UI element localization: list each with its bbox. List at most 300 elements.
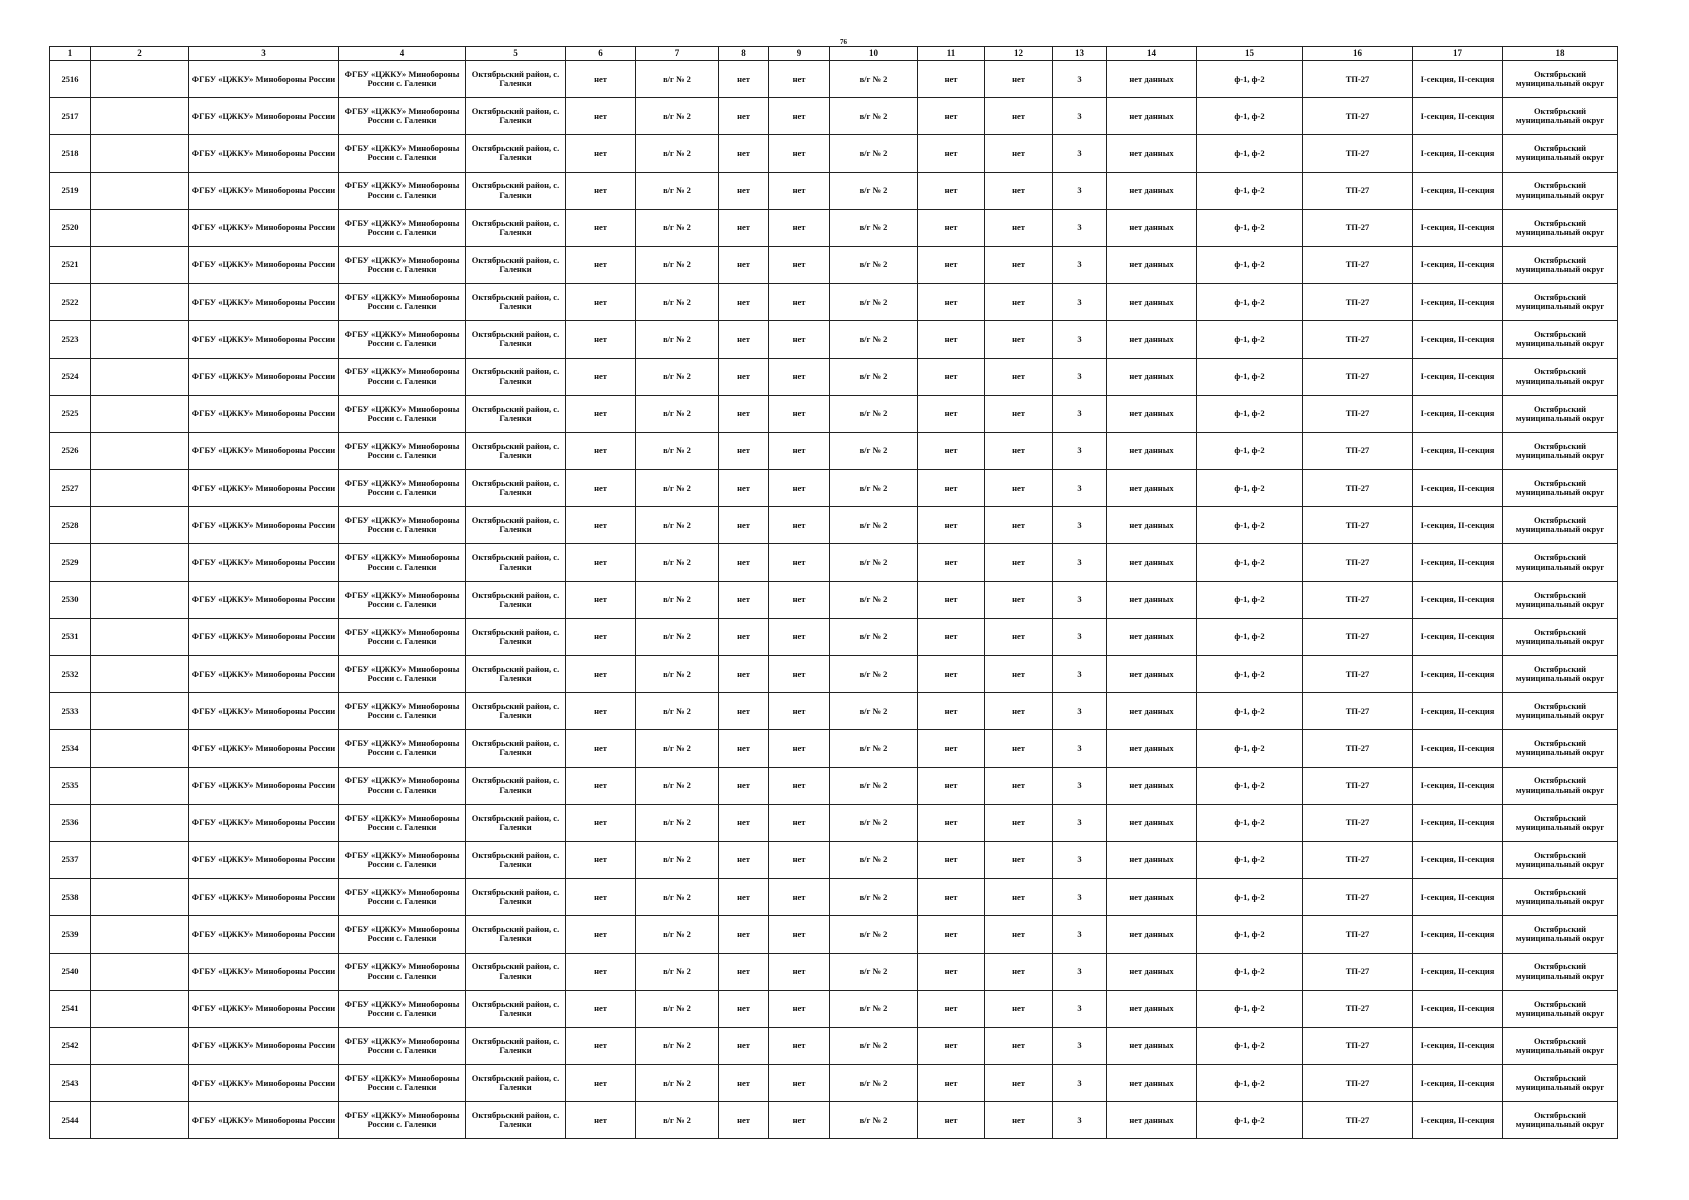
substation-cell: ТП-27 — [1303, 172, 1413, 209]
col11-cell: нет — [918, 172, 985, 209]
col12-cell: нет — [985, 1065, 1053, 1102]
location-cell: Октябрьский район, с. Галенки — [466, 432, 566, 469]
table-row — [50, 470, 1618, 507]
col11-cell: нет — [918, 1027, 985, 1064]
owner-cell: ФГБУ «ЦЖКУ» Минобороны России — [189, 693, 339, 730]
feeder-cell: ф-1, ф-2 — [1197, 581, 1303, 618]
row-number: 2529 — [50, 544, 91, 581]
category-cell: 3 — [1053, 916, 1107, 953]
col11-cell: нет — [918, 395, 985, 432]
substation-cell: ТП-27 — [1303, 1102, 1413, 1139]
object-cell: в/г № 2 — [636, 544, 719, 581]
category-cell: 3 — [1053, 841, 1107, 878]
owner-blank — [91, 246, 189, 283]
col6-cell: нет — [566, 284, 636, 321]
col9-cell: нет — [769, 730, 830, 767]
col8-cell: нет — [719, 953, 769, 990]
table-row — [50, 98, 1618, 135]
col11-cell: нет — [918, 581, 985, 618]
owner-cell: ФГБУ «ЦЖКУ» Минобороны России — [189, 656, 339, 693]
operator-cell: ФГБУ «ЦЖКУ» Минобороны России с. Галенки — [339, 135, 466, 172]
owner-blank — [91, 1027, 189, 1064]
object2-cell: в/г № 2 — [830, 767, 918, 804]
col6-cell: нет — [566, 1102, 636, 1139]
object2-cell: в/г № 2 — [830, 544, 918, 581]
col6-cell: нет — [566, 916, 636, 953]
col12-cell: нет — [985, 953, 1053, 990]
status-cell: нет данных — [1107, 1102, 1197, 1139]
section-cell: I-секция, II-секция — [1413, 135, 1503, 172]
owner-cell: ФГБУ «ЦЖКУ» Минобороны России — [189, 879, 339, 916]
district-cell: Октябрьский муниципальный округ — [1503, 61, 1618, 98]
table-row — [50, 767, 1618, 804]
district-cell: Октябрьский муниципальный округ — [1503, 98, 1618, 135]
col6-cell: нет — [566, 61, 636, 98]
substation-cell: ТП-27 — [1303, 767, 1413, 804]
section-cell: I-секция, II-секция — [1413, 209, 1503, 246]
substation-cell: ТП-27 — [1303, 209, 1413, 246]
district-cell: Октябрьский муниципальный округ — [1503, 841, 1618, 878]
owner-cell: ФГБУ «ЦЖКУ» Минобороны России — [189, 581, 339, 618]
table-row — [50, 395, 1618, 432]
location-cell: Октябрьский район, с. Галенки — [466, 246, 566, 283]
col6-cell: нет — [566, 1027, 636, 1064]
operator-cell: ФГБУ «ЦЖКУ» Минобороны России с. Галенки — [339, 953, 466, 990]
category-cell: 3 — [1053, 1102, 1107, 1139]
row-number: 2532 — [50, 656, 91, 693]
owner-blank — [91, 1065, 189, 1102]
status-cell: нет данных — [1107, 693, 1197, 730]
object2-cell: в/г № 2 — [830, 618, 918, 655]
col11-cell: нет — [918, 618, 985, 655]
col9-cell: нет — [769, 953, 830, 990]
column-header: 10 — [830, 47, 918, 61]
object2-cell: в/г № 2 — [830, 246, 918, 283]
section-cell: I-секция, II-секция — [1413, 990, 1503, 1027]
district-cell: Октябрьский муниципальный округ — [1503, 730, 1618, 767]
owner-blank — [91, 470, 189, 507]
district-cell: Октябрьский муниципальный округ — [1503, 321, 1618, 358]
location-cell: Октябрьский район, с. Галенки — [466, 693, 566, 730]
operator-cell: ФГБУ «ЦЖКУ» Минобороны России с. Галенки — [339, 209, 466, 246]
district-cell: Октябрьский муниципальный округ — [1503, 767, 1618, 804]
location-cell: Октябрьский район, с. Галенки — [466, 841, 566, 878]
operator-cell: ФГБУ «ЦЖКУ» Минобороны России с. Галенки — [339, 98, 466, 135]
col8-cell: нет — [719, 209, 769, 246]
object-cell: в/г № 2 — [636, 284, 719, 321]
object-cell: в/г № 2 — [636, 1027, 719, 1064]
object2-cell: в/г № 2 — [830, 470, 918, 507]
register-table — [49, 46, 1618, 1139]
feeder-cell: ф-1, ф-2 — [1197, 209, 1303, 246]
owner-blank — [91, 358, 189, 395]
operator-cell: ФГБУ «ЦЖКУ» Минобороны России с. Галенки — [339, 730, 466, 767]
table-row — [50, 172, 1618, 209]
section-cell: I-секция, II-секция — [1413, 61, 1503, 98]
col6-cell: нет — [566, 507, 636, 544]
col9-cell: нет — [769, 246, 830, 283]
status-cell: нет данных — [1107, 730, 1197, 767]
owner-blank — [91, 581, 189, 618]
col8-cell: нет — [719, 618, 769, 655]
category-cell: 3 — [1053, 209, 1107, 246]
col12-cell: нет — [985, 172, 1053, 209]
category-cell: 3 — [1053, 1027, 1107, 1064]
owner-blank — [91, 804, 189, 841]
location-cell: Октябрьский район, с. Галенки — [466, 879, 566, 916]
district-cell: Октябрьский муниципальный округ — [1503, 656, 1618, 693]
col6-cell: нет — [566, 135, 636, 172]
operator-cell: ФГБУ «ЦЖКУ» Минобороны России с. Галенки — [339, 61, 466, 98]
location-cell: Октябрьский район, с. Галенки — [466, 98, 566, 135]
col6-cell: нет — [566, 172, 636, 209]
row-number: 2516 — [50, 61, 91, 98]
owner-cell: ФГБУ «ЦЖКУ» Минобороны России — [189, 507, 339, 544]
section-cell: I-секция, II-секция — [1413, 916, 1503, 953]
substation-cell: ТП-27 — [1303, 544, 1413, 581]
owner-cell: ФГБУ «ЦЖКУ» Минобороны России — [189, 432, 339, 469]
feeder-cell: ф-1, ф-2 — [1197, 990, 1303, 1027]
col11-cell: нет — [918, 804, 985, 841]
location-cell: Октябрьский район, с. Галенки — [466, 321, 566, 358]
row-number: 2543 — [50, 1065, 91, 1102]
location-cell: Октябрьский район, с. Галенки — [466, 284, 566, 321]
feeder-cell: ф-1, ф-2 — [1197, 172, 1303, 209]
object-cell: в/г № 2 — [636, 507, 719, 544]
category-cell: 3 — [1053, 507, 1107, 544]
col6-cell: нет — [566, 395, 636, 432]
col12-cell: нет — [985, 1027, 1053, 1064]
col8-cell: нет — [719, 246, 769, 283]
operator-cell: ФГБУ «ЦЖКУ» Минобороны России с. Галенки — [339, 395, 466, 432]
category-cell: 3 — [1053, 953, 1107, 990]
row-number: 2528 — [50, 507, 91, 544]
col6-cell: нет — [566, 804, 636, 841]
owner-blank — [91, 209, 189, 246]
district-cell: Октябрьский муниципальный округ — [1503, 804, 1618, 841]
table-row — [50, 432, 1618, 469]
section-cell: I-секция, II-секция — [1413, 730, 1503, 767]
status-cell: нет данных — [1107, 135, 1197, 172]
row-number: 2535 — [50, 767, 91, 804]
owner-cell: ФГБУ «ЦЖКУ» Минобороны России — [189, 990, 339, 1027]
feeder-cell: ф-1, ф-2 — [1197, 841, 1303, 878]
district-cell: Октябрьский муниципальный округ — [1503, 135, 1618, 172]
owner-cell: ФГБУ «ЦЖКУ» Минобороны России — [189, 172, 339, 209]
owner-blank — [91, 767, 189, 804]
col11-cell: нет — [918, 135, 985, 172]
column-header: 17 — [1413, 47, 1503, 61]
feeder-cell: ф-1, ф-2 — [1197, 135, 1303, 172]
section-cell: I-секция, II-секция — [1413, 470, 1503, 507]
table-row — [50, 358, 1618, 395]
col6-cell: нет — [566, 581, 636, 618]
col8-cell: нет — [719, 879, 769, 916]
feeder-cell: ф-1, ф-2 — [1197, 284, 1303, 321]
category-cell: 3 — [1053, 284, 1107, 321]
district-cell: Октябрьский муниципальный округ — [1503, 1027, 1618, 1064]
col11-cell: нет — [918, 507, 985, 544]
feeder-cell: ф-1, ф-2 — [1197, 618, 1303, 655]
col6-cell: нет — [566, 656, 636, 693]
col9-cell: нет — [769, 1065, 830, 1102]
feeder-cell: ф-1, ф-2 — [1197, 656, 1303, 693]
status-cell: нет данных — [1107, 804, 1197, 841]
table-body — [50, 61, 1618, 1139]
category-cell: 3 — [1053, 879, 1107, 916]
operator-cell: ФГБУ «ЦЖКУ» Минобороны России с. Галенки — [339, 656, 466, 693]
feeder-cell: ф-1, ф-2 — [1197, 432, 1303, 469]
row-number: 2539 — [50, 916, 91, 953]
row-number: 2541 — [50, 990, 91, 1027]
object2-cell: в/г № 2 — [830, 1027, 918, 1064]
table-row — [50, 693, 1618, 730]
district-cell: Октябрьский муниципальный округ — [1503, 916, 1618, 953]
col11-cell: нет — [918, 953, 985, 990]
object-cell: в/г № 2 — [636, 470, 719, 507]
col9-cell: нет — [769, 98, 830, 135]
category-cell: 3 — [1053, 804, 1107, 841]
substation-cell: ТП-27 — [1303, 284, 1413, 321]
owner-cell: ФГБУ «ЦЖКУ» Минобороны России — [189, 135, 339, 172]
district-cell: Октябрьский муниципальный округ — [1503, 284, 1618, 321]
section-cell: I-секция, II-секция — [1413, 1027, 1503, 1064]
feeder-cell: ф-1, ф-2 — [1197, 321, 1303, 358]
col12-cell: нет — [985, 209, 1053, 246]
owner-blank — [91, 916, 189, 953]
location-cell: Октябрьский район, с. Галенки — [466, 581, 566, 618]
col8-cell: нет — [719, 172, 769, 209]
substation-cell: ТП-27 — [1303, 432, 1413, 469]
col6-cell: нет — [566, 693, 636, 730]
owner-blank — [91, 656, 189, 693]
category-cell: 3 — [1053, 246, 1107, 283]
substation-cell: ТП-27 — [1303, 730, 1413, 767]
col9-cell: нет — [769, 507, 830, 544]
owner-cell: ФГБУ «ЦЖКУ» Минобороны России — [189, 61, 339, 98]
object2-cell: в/г № 2 — [830, 209, 918, 246]
owner-cell: ФГБУ «ЦЖКУ» Минобороны России — [189, 841, 339, 878]
col8-cell: нет — [719, 321, 769, 358]
location-cell: Октябрьский район, с. Галенки — [466, 953, 566, 990]
row-number: 2533 — [50, 693, 91, 730]
status-cell: нет данных — [1107, 358, 1197, 395]
col11-cell: нет — [918, 321, 985, 358]
table-row — [50, 321, 1618, 358]
category-cell: 3 — [1053, 767, 1107, 804]
section-cell: I-секция, II-секция — [1413, 544, 1503, 581]
location-cell: Октябрьский район, с. Галенки — [466, 804, 566, 841]
object-cell: в/г № 2 — [636, 172, 719, 209]
column-header: 11 — [918, 47, 985, 61]
object-cell: в/г № 2 — [636, 581, 719, 618]
owner-blank — [91, 730, 189, 767]
operator-cell: ФГБУ «ЦЖКУ» Минобороны России с. Галенки — [339, 879, 466, 916]
feeder-cell: ф-1, ф-2 — [1197, 1065, 1303, 1102]
col9-cell: нет — [769, 767, 830, 804]
col12-cell: нет — [985, 358, 1053, 395]
status-cell: нет данных — [1107, 953, 1197, 990]
col8-cell: нет — [719, 656, 769, 693]
table-row — [50, 1102, 1618, 1139]
feeder-cell: ф-1, ф-2 — [1197, 98, 1303, 135]
section-cell: I-секция, II-секция — [1413, 656, 1503, 693]
category-cell: 3 — [1053, 1065, 1107, 1102]
object-cell: в/г № 2 — [636, 804, 719, 841]
col8-cell: нет — [719, 693, 769, 730]
col11-cell: нет — [918, 879, 985, 916]
substation-cell: ТП-27 — [1303, 656, 1413, 693]
col12-cell: нет — [985, 767, 1053, 804]
substation-cell: ТП-27 — [1303, 98, 1413, 135]
col6-cell: нет — [566, 246, 636, 283]
operator-cell: ФГБУ «ЦЖКУ» Минобороны России с. Галенки — [339, 470, 466, 507]
category-cell: 3 — [1053, 172, 1107, 209]
col9-cell: нет — [769, 656, 830, 693]
col8-cell: нет — [719, 916, 769, 953]
location-cell: Октябрьский район, с. Галенки — [466, 395, 566, 432]
category-cell: 3 — [1053, 98, 1107, 135]
status-cell: нет данных — [1107, 284, 1197, 321]
district-cell: Октябрьский муниципальный округ — [1503, 693, 1618, 730]
owner-cell: ФГБУ «ЦЖКУ» Минобороны России — [189, 98, 339, 135]
category-cell: 3 — [1053, 135, 1107, 172]
object2-cell: в/г № 2 — [830, 321, 918, 358]
col8-cell: нет — [719, 470, 769, 507]
status-cell: нет данных — [1107, 172, 1197, 209]
owner-cell: ФГБУ «ЦЖКУ» Минобороны России — [189, 953, 339, 990]
substation-cell: ТП-27 — [1303, 1065, 1413, 1102]
operator-cell: ФГБУ «ЦЖКУ» Минобороны России с. Галенки — [339, 841, 466, 878]
district-cell: Октябрьский муниципальный округ — [1503, 990, 1618, 1027]
object2-cell: в/г № 2 — [830, 507, 918, 544]
object-cell: в/г № 2 — [636, 730, 719, 767]
object-cell: в/г № 2 — [636, 841, 719, 878]
col9-cell: нет — [769, 135, 830, 172]
row-number: 2521 — [50, 246, 91, 283]
location-cell: Октябрьский район, с. Галенки — [466, 1102, 566, 1139]
col9-cell: нет — [769, 879, 830, 916]
substation-cell: ТП-27 — [1303, 841, 1413, 878]
operator-cell: ФГБУ «ЦЖКУ» Минобороны России с. Галенки — [339, 507, 466, 544]
table-row — [50, 1065, 1618, 1102]
col6-cell: нет — [566, 767, 636, 804]
owner-blank — [91, 953, 189, 990]
owner-blank — [91, 841, 189, 878]
object2-cell: в/г № 2 — [830, 953, 918, 990]
feeder-cell: ф-1, ф-2 — [1197, 953, 1303, 990]
status-cell: нет данных — [1107, 916, 1197, 953]
status-cell: нет данных — [1107, 246, 1197, 283]
status-cell: нет данных — [1107, 1065, 1197, 1102]
table-row — [50, 209, 1618, 246]
col12-cell: нет — [985, 916, 1053, 953]
object-cell: в/г № 2 — [636, 656, 719, 693]
category-cell: 3 — [1053, 990, 1107, 1027]
owner-cell: ФГБУ «ЦЖКУ» Минобороны России — [189, 321, 339, 358]
district-cell: Октябрьский муниципальный округ — [1503, 395, 1618, 432]
owner-blank — [91, 544, 189, 581]
category-cell: 3 — [1053, 61, 1107, 98]
object2-cell: в/г № 2 — [830, 61, 918, 98]
district-cell: Октябрьский муниципальный округ — [1503, 470, 1618, 507]
table-row — [50, 1027, 1618, 1064]
owner-cell: ФГБУ «ЦЖКУ» Минобороны России — [189, 618, 339, 655]
col6-cell: нет — [566, 321, 636, 358]
owner-cell: ФГБУ «ЦЖКУ» Минобороны России — [189, 395, 339, 432]
feeder-cell: ф-1, ф-2 — [1197, 246, 1303, 283]
status-cell: нет данных — [1107, 321, 1197, 358]
column-header: 4 — [339, 47, 466, 61]
location-cell: Октябрьский район, с. Галенки — [466, 656, 566, 693]
column-header: 12 — [985, 47, 1053, 61]
object-cell: в/г № 2 — [636, 1102, 719, 1139]
col12-cell: нет — [985, 730, 1053, 767]
col9-cell: нет — [769, 432, 830, 469]
operator-cell: ФГБУ «ЦЖКУ» Минобороны России с. Галенки — [339, 767, 466, 804]
header-row — [50, 47, 1618, 61]
column-header: 5 — [466, 47, 566, 61]
table-row — [50, 841, 1618, 878]
status-cell: нет данных — [1107, 507, 1197, 544]
object2-cell: в/г № 2 — [830, 1065, 918, 1102]
owner-cell: ФГБУ «ЦЖКУ» Минобороны России — [189, 767, 339, 804]
col11-cell: нет — [918, 990, 985, 1027]
col8-cell: нет — [719, 1102, 769, 1139]
table-row — [50, 916, 1618, 953]
row-number: 2542 — [50, 1027, 91, 1064]
table-row — [50, 135, 1618, 172]
operator-cell: ФГБУ «ЦЖКУ» Минобороны России с. Галенки — [339, 1065, 466, 1102]
feeder-cell: ф-1, ф-2 — [1197, 916, 1303, 953]
feeder-cell: ф-1, ф-2 — [1197, 544, 1303, 581]
status-cell: нет данных — [1107, 879, 1197, 916]
col8-cell: нет — [719, 1027, 769, 1064]
row-number: 2530 — [50, 581, 91, 618]
location-cell: Октябрьский район, с. Галенки — [466, 507, 566, 544]
column-header: 16 — [1303, 47, 1413, 61]
column-header: 15 — [1197, 47, 1303, 61]
district-cell: Октябрьский муниципальный округ — [1503, 1065, 1618, 1102]
category-cell: 3 — [1053, 321, 1107, 358]
district-cell: Октябрьский муниципальный округ — [1503, 544, 1618, 581]
col6-cell: нет — [566, 358, 636, 395]
object2-cell: в/г № 2 — [830, 730, 918, 767]
object2-cell: в/г № 2 — [830, 990, 918, 1027]
object-cell: в/г № 2 — [636, 1065, 719, 1102]
feeder-cell: ф-1, ф-2 — [1197, 1027, 1303, 1064]
owner-cell: ФГБУ «ЦЖКУ» Минобороны России — [189, 284, 339, 321]
table-row — [50, 618, 1618, 655]
col9-cell: нет — [769, 804, 830, 841]
owner-blank — [91, 507, 189, 544]
col6-cell: нет — [566, 730, 636, 767]
object2-cell: в/г № 2 — [830, 841, 918, 878]
section-cell: I-секция, II-секция — [1413, 321, 1503, 358]
owner-blank — [91, 990, 189, 1027]
column-header: 6 — [566, 47, 636, 61]
category-cell: 3 — [1053, 581, 1107, 618]
location-cell: Октябрьский район, с. Галенки — [466, 470, 566, 507]
table-row — [50, 879, 1618, 916]
row-number: 2519 — [50, 172, 91, 209]
location-cell: Октябрьский район, с. Галенки — [466, 767, 566, 804]
col11-cell: нет — [918, 693, 985, 730]
col8-cell: нет — [719, 581, 769, 618]
col8-cell: нет — [719, 507, 769, 544]
col12-cell: нет — [985, 246, 1053, 283]
section-cell: I-секция, II-секция — [1413, 246, 1503, 283]
